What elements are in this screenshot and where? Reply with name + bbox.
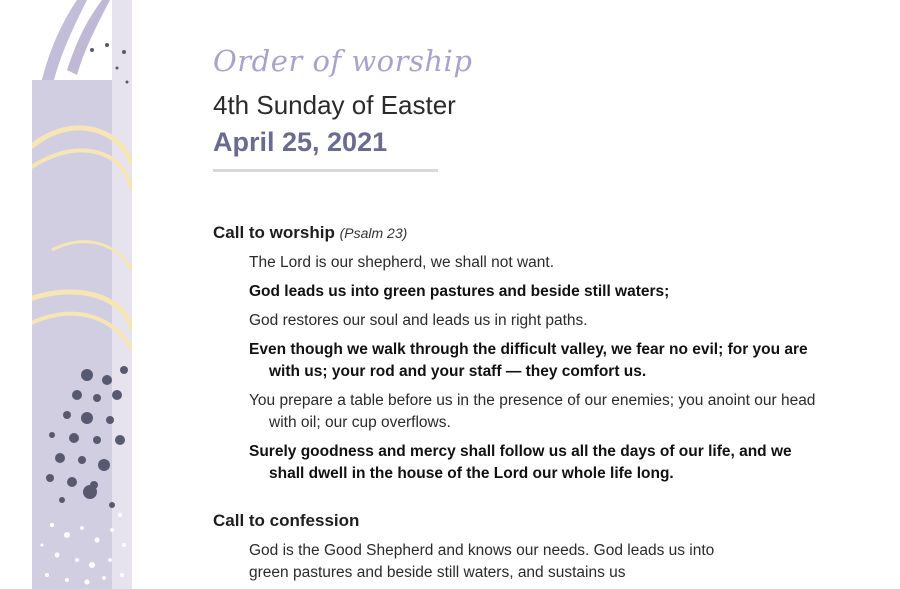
liturgy-line-5: You prepare a table before us in the presence of our enemies; you anoint our head with oil; our cup overflows. [249, 392, 816, 431]
psalm-reference: (Psalm 23) [339, 225, 408, 241]
liturgy-line-2: God leads us into green pastures and beside still waters; [249, 283, 670, 300]
liturgy-line-3: God restores our soul and leads us in right paths. [249, 312, 588, 329]
call-to-worship-title: Call to worship [213, 223, 335, 242]
liturgy-line-4: Even though we walk through the difficult valley, we fear no evil; for you are with us; your rod and your staff — they comfort us. [249, 341, 808, 380]
decorative-side-strip [32, 0, 132, 589]
header-divider [213, 169, 438, 172]
liturgy-line-1: The Lord is our shepherd, we shall not want. [249, 254, 555, 271]
call-to-confession-text: God is the Good Shepherd and knows our needs. God leads us into green pastures and beside still waters, and sustains us [249, 542, 715, 581]
call-to-worship-heading [213, 223, 407, 243]
liturgy-line-6: Surely goodness and mercy shall follow us all the days of our life, and we shall dwell in the house of the Lord our whole life long. [249, 443, 792, 482]
call-to-confession-heading: Call to confession [213, 511, 360, 530]
order-of-worship-title: Order of worship [213, 44, 473, 78]
service-subtitle: 4th Sunday of Easter [213, 90, 456, 120]
service-date: April 25, 2021 [213, 127, 388, 157]
